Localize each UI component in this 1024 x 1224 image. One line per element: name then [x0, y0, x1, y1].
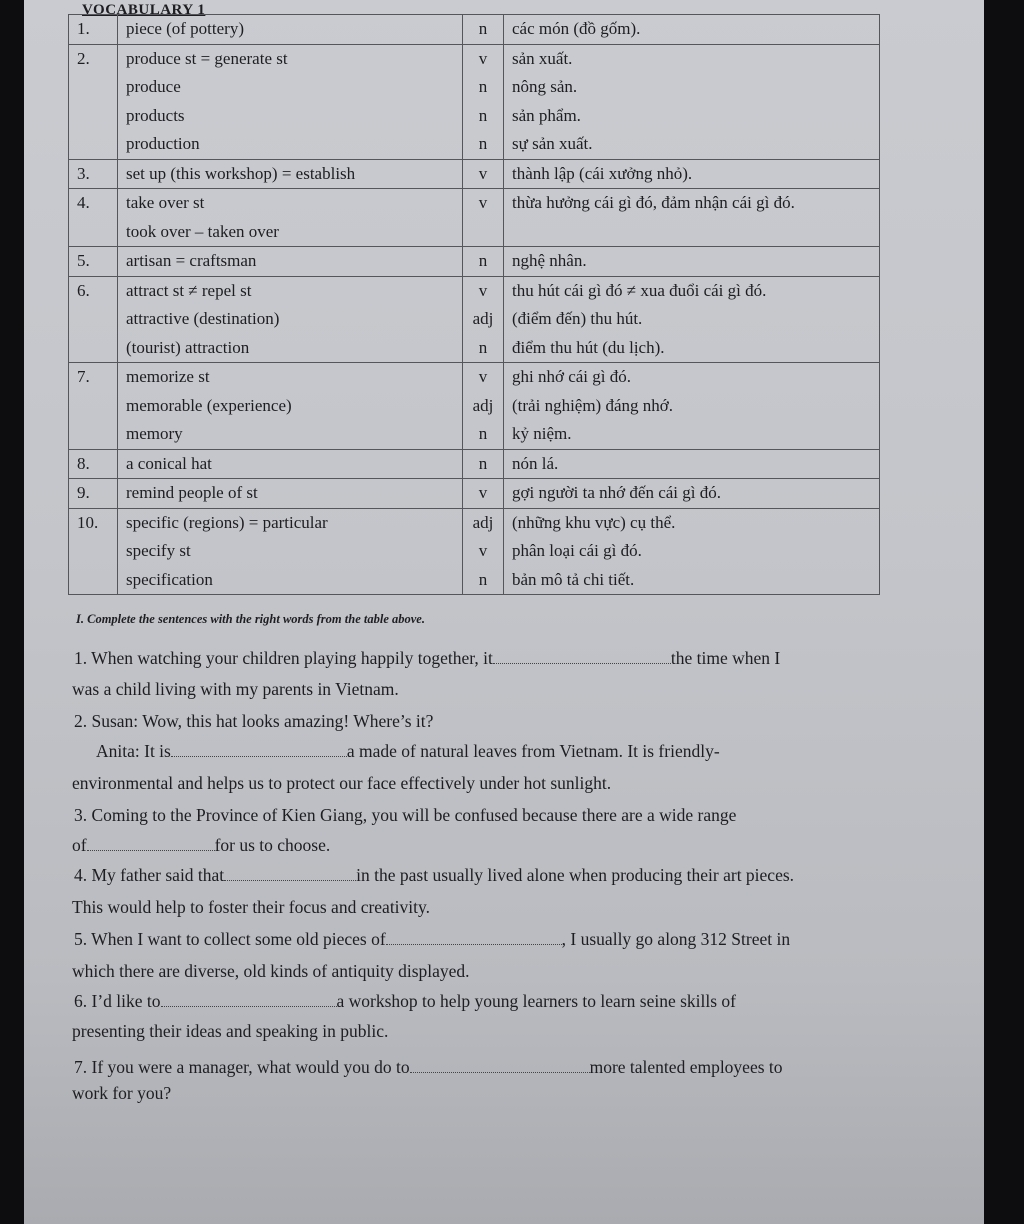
- exercise-line: [72, 897, 430, 918]
- vocab-pos-text: n: [478, 569, 488, 589]
- vocab-meaning: [504, 276, 880, 363]
- exercise-text: for us to choose.: [214, 835, 331, 855]
- vocab-meaning: [504, 247, 880, 277]
- vocab-word: [118, 276, 463, 363]
- vocab-word-text: set up (this workshop) = establish: [126, 163, 356, 183]
- vocab-meaning-text: [512, 218, 879, 247]
- vocab-meaning-text: nghệ nhân.: [512, 251, 587, 270]
- vocab-number-text: 8.: [77, 453, 90, 473]
- vocab-entry: [69, 159, 880, 189]
- vocab-pos-text: v: [478, 483, 488, 502]
- vocab-meaning-text: nón lá.: [512, 453, 559, 473]
- vocab-word-text: a conical hat: [126, 453, 212, 473]
- vocab-number-text: 5.: [77, 251, 90, 270]
- exercise-text: 6. I’d like to: [74, 991, 161, 1011]
- vocab-number: [69, 189, 118, 247]
- vocab-meaning-text: nông sản.: [512, 77, 578, 96]
- exercise-line: [72, 835, 330, 856]
- exercise-text: 1. When watching your children playing happily together, it: [74, 648, 493, 668]
- vocab-entry: [69, 276, 880, 363]
- exercise-line: [72, 679, 399, 700]
- exercise-text: was a child living with my parents in Vietnam.: [72, 679, 399, 699]
- vocab-number-text: 7.: [77, 367, 90, 386]
- vocab-meaning: [504, 189, 880, 247]
- vocab-part-of-speech: [463, 189, 504, 247]
- vocab-number: [69, 449, 118, 479]
- vocab-word-text: take over st: [126, 193, 205, 212]
- vocab-pos-text: adj: [472, 395, 494, 415]
- vocab-number-text: 6.: [77, 280, 90, 300]
- vocab-meaning-text: điểm thu hút (du lịch).: [512, 337, 665, 357]
- vocab-word: [118, 449, 463, 479]
- vocab-pos-text: [463, 218, 503, 247]
- vocab-meaning-text: sản phẩm.: [512, 105, 581, 125]
- vocab-meaning: [504, 44, 880, 159]
- vocab-pos-text: v: [478, 48, 488, 68]
- vocab-word-text: took over – taken over: [126, 221, 279, 241]
- vocab-meaning-text: (những khu vực) cụ thể.: [512, 512, 676, 532]
- vocab-meaning: [504, 363, 880, 450]
- vocab-word: [118, 363, 463, 450]
- answer-blank[interactable]: [161, 992, 337, 1007]
- vocab-word: [118, 508, 463, 595]
- exercise-line: [74, 1057, 783, 1078]
- exercise-line: [74, 991, 736, 1012]
- vocab-word-text: memory: [126, 424, 183, 443]
- vocab-pos-text: v: [478, 193, 488, 212]
- vocab-word-text: piece (of pottery): [126, 19, 244, 38]
- vocab-number-text: 3.: [77, 163, 90, 183]
- vocab-number: [69, 276, 118, 363]
- vocab-part-of-speech: [463, 276, 504, 363]
- exercise-line: [72, 961, 470, 982]
- exercise-line: [74, 865, 794, 886]
- vocab-entry: [69, 44, 880, 159]
- vocab-part-of-speech: [463, 159, 504, 189]
- vocab-word-text: memorize st: [126, 367, 210, 386]
- exercise-text: 7. If you were a manager, what would you do to: [74, 1057, 410, 1077]
- vocab-entry: [69, 15, 880, 45]
- vocab-word-text: (tourist) attraction: [126, 337, 250, 357]
- vocab-part-of-speech: [463, 247, 504, 277]
- exercise-text: , I usually go along 312 Street in: [561, 929, 791, 949]
- vocab-number-text: 2.: [77, 48, 90, 68]
- vocab-word-text: attractive (destination): [126, 309, 280, 328]
- vocabulary-title: VOCABULARY 1: [82, 2, 206, 18]
- exercise-text: 2. Susan: Wow, this hat looks amazing! Where’s it?: [74, 711, 434, 731]
- answer-blank[interactable]: [493, 649, 671, 664]
- vocab-word: [118, 159, 463, 189]
- vocab-pos-text: adj: [472, 512, 494, 532]
- vocab-number: [69, 44, 118, 159]
- vocab-word-text: produce st = generate st: [126, 48, 288, 68]
- vocab-meaning-text: kỷ niệm.: [512, 424, 572, 443]
- vocab-number-text: 4.: [77, 193, 90, 212]
- vocab-meaning: [504, 508, 880, 595]
- vocab-part-of-speech: [463, 363, 504, 450]
- vocab-meaning-text: sản xuất.: [512, 48, 573, 68]
- vocab-meaning-text: phân loại cái gì đó.: [512, 541, 642, 560]
- vocab-word: [118, 189, 463, 247]
- vocab-word-text: specify st: [126, 541, 191, 560]
- vocab-pos-text: n: [478, 105, 488, 125]
- exercise-text: work for you?: [72, 1083, 172, 1103]
- vocab-entry: [69, 247, 880, 277]
- vocab-entry: [69, 479, 880, 509]
- vocab-meaning: [504, 15, 880, 45]
- vocab-word: [118, 15, 463, 45]
- vocab-pos-text: n: [478, 251, 488, 270]
- exercise-text: presenting their ideas and speaking in public.: [72, 1021, 389, 1041]
- vocab-meaning: [504, 159, 880, 189]
- vocab-entry: [69, 189, 880, 247]
- answer-blank[interactable]: [410, 1058, 590, 1073]
- vocabulary-table: [68, 14, 880, 595]
- vocab-word-text: specific (regions) = particular: [126, 512, 328, 532]
- vocab-word-text: produce: [126, 77, 181, 96]
- vocab-word: [118, 44, 463, 159]
- vocab-number-text: 1.: [77, 19, 90, 38]
- vocab-meaning-text: thừa hưởng cái gì đó, đảm nhận cái gì đó.: [512, 193, 795, 212]
- vocab-number: [69, 15, 118, 45]
- vocab-word-text: memorable (experience): [126, 395, 292, 415]
- vocab-word-text: production: [126, 134, 200, 153]
- answer-blank[interactable]: [171, 742, 347, 757]
- vocab-meaning-text: ghi nhớ cái gì đó.: [512, 367, 631, 386]
- vocab-meaning: [504, 449, 880, 479]
- exercise-text: which there are diverse, old kinds of antiquity displayed.: [72, 961, 470, 981]
- vocab-pos-text: n: [478, 77, 488, 96]
- vocab-pos-text: n: [478, 424, 488, 443]
- vocab-pos-text: v: [478, 367, 488, 386]
- vocab-meaning-text: (trải nghiệm) đáng nhớ.: [512, 395, 674, 415]
- vocab-pos-text: v: [478, 280, 488, 300]
- vocab-number: [69, 159, 118, 189]
- exercise-line: [74, 711, 433, 732]
- exercise-line: [72, 773, 611, 794]
- exercise-text: This would help to foster their focus and creativity.: [72, 897, 431, 917]
- vocab-pos-text: n: [478, 19, 488, 38]
- vocab-number-text: 10.: [77, 512, 99, 532]
- vocab-entry: [69, 508, 880, 595]
- vocab-part-of-speech: [463, 479, 504, 509]
- vocab-word: [118, 247, 463, 277]
- vocab-number: [69, 247, 118, 277]
- exercise-text: a made of natural leaves from Vietnam. It is friendly-: [346, 741, 720, 761]
- vocab-word-text: remind people of st: [126, 483, 258, 502]
- exercise-text: environmental and helps us to protect our face effectively under hot sunlight.: [72, 773, 612, 793]
- exercise-text: the time when I: [670, 648, 781, 668]
- vocab-number-text: 9.: [77, 483, 90, 502]
- vocab-pos-text: n: [478, 453, 488, 473]
- vocab-entry: [69, 363, 880, 450]
- vocab-word-text: specification: [126, 569, 213, 589]
- exercise-text: 4. My father said that: [74, 865, 225, 885]
- vocab-entry: [69, 449, 880, 479]
- vocab-part-of-speech: [463, 449, 504, 479]
- vocab-meaning-text: bản mô tả chi tiết.: [512, 569, 635, 589]
- exercise-line: [74, 929, 790, 950]
- vocab-meaning-text: thu hút cái gì đó ≠ xua đuổi cái gì đó.: [512, 280, 767, 300]
- exercise-line: [72, 1083, 171, 1104]
- answer-blank[interactable]: [224, 866, 356, 881]
- exercise-text: of: [72, 835, 87, 855]
- vocab-part-of-speech: [463, 508, 504, 595]
- vocab-meaning: [504, 479, 880, 509]
- exercise-text: Anita: It is: [96, 741, 171, 761]
- vocab-pos-text: v: [478, 163, 488, 183]
- exercise-text: a workshop to help young learners to learn seine skills of: [336, 991, 737, 1011]
- vocab-pos-text: adj: [472, 309, 494, 328]
- answer-blank[interactable]: [386, 930, 562, 945]
- vocab-word-text: artisan = craftsman: [126, 251, 257, 270]
- answer-blank[interactable]: [87, 836, 215, 851]
- vocab-part-of-speech: [463, 15, 504, 45]
- exercise-text: in the past usually lived alone when producing their art pieces.: [356, 865, 795, 885]
- vocab-number: [69, 363, 118, 450]
- vocab-meaning-text: các món (đồ gốm).: [512, 19, 641, 38]
- exercise-text: more talented employees to: [589, 1057, 783, 1077]
- vocab-word-text: attract st ≠ repel st: [126, 280, 252, 300]
- vocab-number: [69, 479, 118, 509]
- vocab-pos-text: n: [478, 337, 488, 357]
- vocab-meaning-text: gợi người ta nhớ đến cái gì đó.: [512, 483, 721, 502]
- vocab-number: [69, 508, 118, 595]
- vocab-pos-text: v: [478, 541, 488, 560]
- vocab-word: [118, 479, 463, 509]
- vocab-part-of-speech: [463, 44, 504, 159]
- exercise-line: [74, 805, 736, 826]
- vocab-meaning-text: thành lập (cái xưởng nhỏ).: [512, 163, 693, 183]
- exercise-instruction: I. Complete the sentences with the right words from the table above.: [76, 612, 425, 626]
- exercise-line: [72, 1021, 388, 1042]
- exercise-line: [96, 741, 720, 762]
- vocab-meaning-text: (điểm đến) thu hút.: [512, 309, 643, 328]
- exercise-text: 5. When I want to collect some old pieces of: [74, 929, 386, 949]
- vocab-meaning-text: sự sản xuất.: [512, 134, 593, 153]
- exercise-text: 3. Coming to the Province of Kien Giang, you will be confused because there are a wide range: [74, 805, 737, 825]
- exercise-line: [74, 648, 780, 669]
- vocab-pos-text: n: [478, 134, 488, 153]
- vocab-word-text: products: [126, 105, 185, 125]
